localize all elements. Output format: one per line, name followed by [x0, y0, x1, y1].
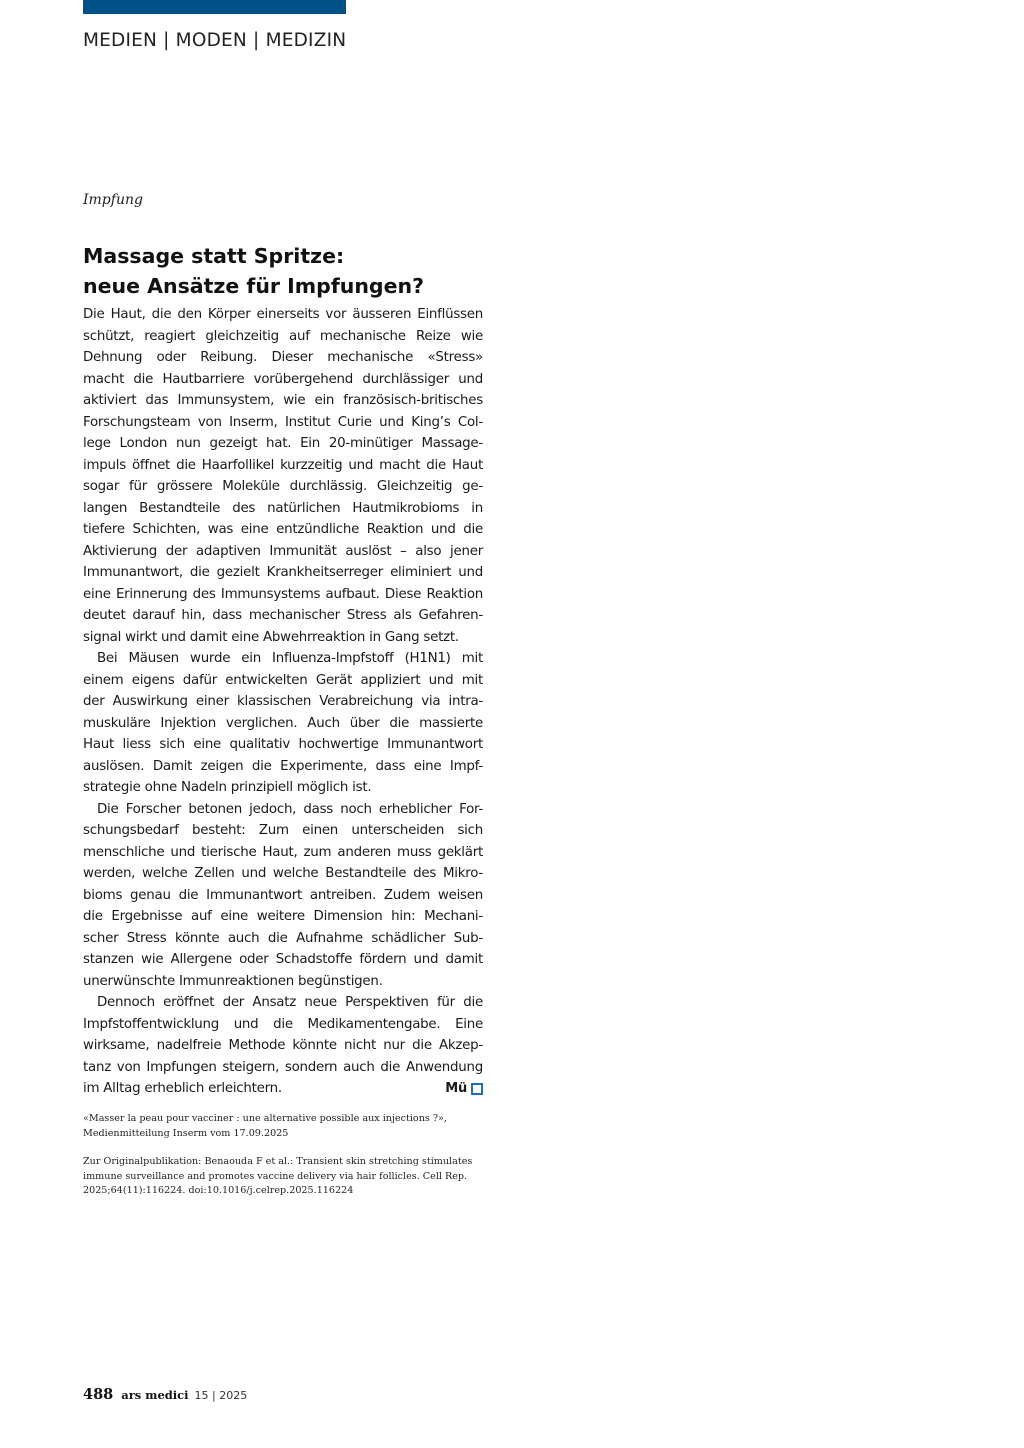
article-title — [83, 241, 503, 301]
text-line: langen Bestandteile des natürlichen Hautmikrobioms in — [83, 500, 483, 516]
text-line: macht die Hautbarriere vorübergehend durchlässiger und — [83, 371, 483, 387]
text-line: eine Erinnerung des Immunsystems aufbaut. Diese Reaktion — [83, 586, 483, 602]
text-line: einem eigens dafür entwickelten Gerät appliziert und mit — [83, 672, 483, 688]
text-line: Impfstoffentwicklung und die Medikamentengabe. Eine — [83, 1016, 483, 1032]
text-line: impuls öffnet die Haarfollikel kurzzeitig und macht die Haut — [83, 457, 483, 473]
text-line: Bei Mäusen wurde ein Influenza-Impfstoff (H1N1) mit — [97, 651, 483, 666]
text-line: menschliche und tierische Haut, zum anderen muss geklärt — [83, 844, 483, 860]
text-line: im Alltag erheblich erleichtern. — [83, 1081, 282, 1096]
author-signature — [445, 1078, 483, 1100]
references — [83, 1112, 493, 1213]
text-line: unerwünschte Immunreaktionen begünstigen. — [83, 973, 383, 989]
text-line: wirksame, nadelfreie Methode könnte nicht nur die Akzep- — [83, 1038, 483, 1053]
text-line: Die Forscher betonen jedoch, dass noch erheblicher For- — [97, 801, 483, 817]
text-line: strategie ohne Nadeln prinzipiell möglich ist. — [83, 780, 372, 795]
text-line: deutet darauf hin, dass mechanischer Stress als Gefahren- — [83, 608, 483, 623]
paragraph-3 — [83, 799, 483, 993]
text-line: schungsbedarf besteht: Zum einen unterscheiden sich — [83, 823, 483, 838]
text-line: Die Haut, die den Körper einerseits vor äusseren Einflüssen — [83, 307, 483, 322]
text-line: Aktivierung der adaptiven Immunität auslöst – also jener — [83, 543, 483, 559]
text-line: Dehnung oder Reibung. Dieser mechanische «Stress» — [83, 350, 483, 365]
text-line: tiefere Schichten, was eine entzündliche Reaktion und die — [83, 522, 483, 537]
page-footer — [83, 1386, 247, 1403]
reference-line: 2025;64(11):116224. doi:10.1016/j.celrep.2025.116224 — [83, 1185, 354, 1196]
paragraph-2 — [83, 648, 483, 799]
brand-color-bar — [83, 0, 346, 14]
square-outline-icon — [471, 1083, 483, 1095]
text-line: stanzen wie Allergene oder Schadstoffe fördern und damit — [83, 952, 483, 967]
reference-line: immune surveillance and promotes vaccine delivery via hair follicles. Cell Rep. — [83, 1170, 468, 1182]
text-line: bioms genau die Immunantwort antreiben. Zudem weisen — [83, 887, 483, 903]
text-line: die Ergebnisse auf eine weitere Dimension hin: Mechani- — [83, 909, 483, 924]
text-line: lege London nun gezeigt hat. Ein 20-minütiger Massage- — [83, 436, 483, 451]
author-initials: Mü — [445, 1081, 467, 1096]
article-body — [83, 304, 483, 1100]
text-line: tanz von Impfungen steigern, sondern auch die Anwendung — [83, 1059, 483, 1075]
article-title-line: neue Ansätze für Impfungen? — [83, 274, 424, 298]
text-line: Haut liess sich eine qualitativ hochwertige Immunantwort — [83, 737, 483, 752]
text-line: sogar für grössere Moleküle durchlässig. Gleichzeitig ge- — [83, 479, 483, 494]
text-line: werden, welche Zellen und welche Bestandteile des Mikro- — [83, 866, 483, 881]
issue-number: 15 | 2025 — [194, 1389, 248, 1402]
text-line: Dennoch eröffnet der Ansatz neue Perspektiven für die — [97, 995, 483, 1010]
section-header: MEDIEN | MODEN | MEDIZIN — [83, 30, 347, 51]
closing-line — [83, 1078, 483, 1100]
text-line: signal wirkt und damit eine Abwehrreaktion in Gang setzt. — [83, 629, 459, 645]
text-line: der Auswirkung einer klassischen Verabreichung via intra- — [83, 694, 483, 709]
paragraph-4 — [83, 992, 483, 1100]
text-line: scher Stress könnte auch die Aufnahme schädlicher Sub- — [83, 930, 483, 946]
reference-line: «Masser la peau pour vacciner : une alternative possible aux injections ?», — [83, 1113, 447, 1124]
paragraph-1 — [83, 304, 483, 648]
article-title-line: Massage statt Spritze: — [83, 244, 345, 268]
text-line: muskuläre Injektion verglichen. Auch über die massierte — [83, 715, 483, 731]
article-kicker: Impfung — [83, 192, 143, 208]
text-line: schützt, reagiert gleichzeitig auf mechanische Reize wie — [83, 328, 483, 344]
text-line: Immunantwort, die gezielt Krankheitserreger eliminiert und — [83, 565, 483, 580]
journal-name: ars medici — [121, 1388, 189, 1402]
text-line: auslösen. Damit zeigen die Experimente, dass eine Impf- — [83, 758, 483, 774]
reference-press-release — [83, 1112, 493, 1141]
page-number: 488 — [83, 1386, 114, 1403]
reference-line: Medienmitteilung Inserm vom 17.09.2025 — [83, 1127, 289, 1139]
reference-original-publication — [83, 1155, 493, 1199]
text-line: aktiviert das Immunsystem, wie ein französisch-britisches — [83, 393, 483, 408]
text-line: Forschungsteam von Inserm, Institut Curie und King’s Col- — [83, 414, 483, 430]
reference-line: Zur Originalpublikation: Benaouda F et al.: Transient skin stretching stimulates — [83, 1156, 473, 1167]
